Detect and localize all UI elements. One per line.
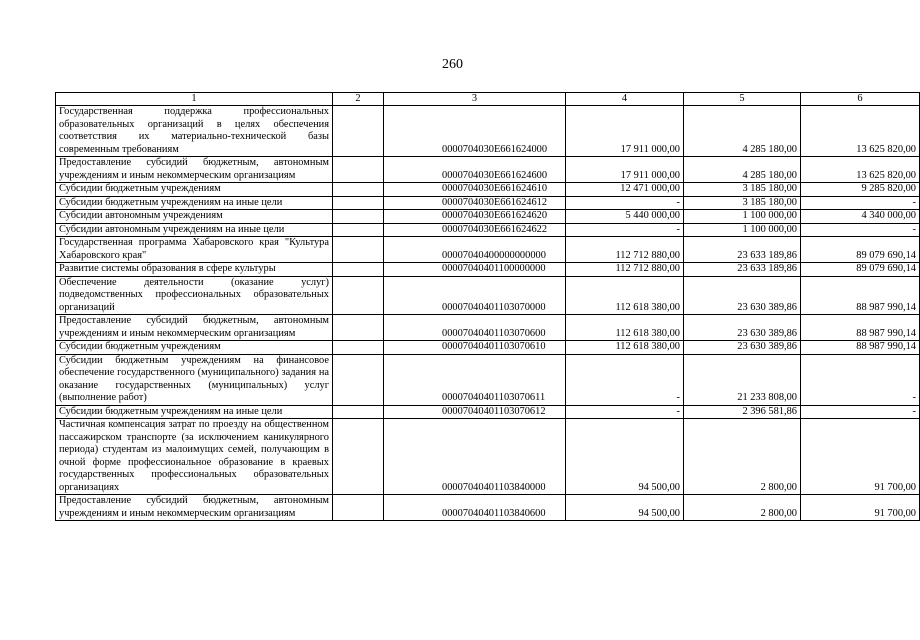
row-value-6: 88 987 990,14 [801,341,920,355]
row-value-4: 94 500,00 [566,495,684,521]
row-value-6: 4 340 000,00 [801,210,920,224]
row-code: 0000704030Е661624620 [384,210,566,224]
row-value-5: 1 100 000,00 [684,223,801,237]
row-value-6: 91 700,00 [801,419,920,495]
row-value-6: 13 625 820,00 [801,157,920,183]
row-value-5: 23 633 189,86 [684,237,801,263]
table-row [56,106,920,157]
row-name: Субсидии бюджетным учреждениям на иные цели [56,405,333,419]
row-value-4: - [566,223,684,237]
row-name: Частичная компенсация затрат по проезду на общественном пассажирском транспорте (за исключением каникулярного периода) студентам из малоимущих семей, получающим в очной форме профессиональное образование в краевых государственных профессиональных образовательных организациях [56,419,333,495]
row-code: 0000704030Е661624622 [384,223,566,237]
row-name: Субсидии бюджетным учреждениям [56,341,333,355]
table-row [56,157,920,183]
row-name: Развитие системы образования в сфере культуры [56,263,333,277]
table-row [56,237,920,263]
row-name: Субсидии бюджетным учреждениям на финансовое обеспечение государственного (муниципального) задания на оказание государственных (муниципальных) услуг (выполнение работ) [56,354,333,405]
column-header-5: 5 [684,93,801,106]
table-row [56,419,920,495]
row-value-5: 2 800,00 [684,495,801,521]
row-value-4: 112 712 880,00 [566,263,684,277]
row-code: 00007040401103070600 [384,315,566,341]
budget-table [55,92,920,521]
row-value-6: 88 987 990,14 [801,276,920,315]
row-value-5: 21 233 808,00 [684,354,801,405]
row-name: Государственная поддержка профессиональных образовательных организаций в целях обеспечения соответствия их материально-технической базы современным требованиям [56,106,333,157]
row-name: Предоставление субсидий бюджетным, автономным учреждениям и иным некоммерческим организациям [56,315,333,341]
row-value-4: 112 618 380,00 [566,315,684,341]
row-value-5: 23 633 189,86 [684,263,801,277]
row-col2 [333,276,384,315]
row-value-4: 112 712 880,00 [566,237,684,263]
row-value-5: 3 185 180,00 [684,183,801,197]
row-value-4: 112 618 380,00 [566,276,684,315]
table-row [56,263,920,277]
row-value-5: 3 185 180,00 [684,196,801,210]
row-col2 [333,157,384,183]
column-header-2: 2 [333,93,384,106]
row-col2 [333,315,384,341]
row-code: 00007040401103840600 [384,495,566,521]
table-row [56,210,920,224]
row-name: Государственная программа Хабаровского края "Культура Хабаровского края" [56,237,333,263]
column-header-1: 1 [56,93,333,106]
row-code: 00007040401103070610 [384,341,566,355]
row-col2 [333,405,384,419]
row-value-5: 2 800,00 [684,419,801,495]
row-value-6: 89 079 690,14 [801,237,920,263]
table-row [56,405,920,419]
row-col2 [333,196,384,210]
row-code: 0000704030Е661624000 [384,106,566,157]
table-row [56,354,920,405]
row-value-4: 112 618 380,00 [566,341,684,355]
row-value-4: - [566,196,684,210]
row-value-5: 4 285 180,00 [684,106,801,157]
table-header-row [56,93,920,106]
row-value-5: 4 285 180,00 [684,157,801,183]
page-number: 260 [442,57,463,72]
row-value-6: - [801,196,920,210]
row-value-6: 13 625 820,00 [801,106,920,157]
row-code: 00007040401103070612 [384,405,566,419]
row-col2 [333,495,384,521]
row-value-5: 2 396 581,86 [684,405,801,419]
row-code: 00007040401103070611 [384,354,566,405]
row-col2 [333,237,384,263]
table-row [56,315,920,341]
table-row [56,183,920,197]
row-value-5: 1 100 000,00 [684,210,801,224]
row-value-5: 23 630 389,86 [684,315,801,341]
row-code: 0000704030Е661624612 [384,196,566,210]
row-value-4: 5 440 000,00 [566,210,684,224]
table-row [56,223,920,237]
table-row [56,276,920,315]
row-value-5: 23 630 389,86 [684,276,801,315]
row-value-4: 12 471 000,00 [566,183,684,197]
column-header-3: 3 [384,93,566,106]
row-value-4: 17 911 000,00 [566,106,684,157]
row-code: 00007040401103840000 [384,419,566,495]
row-value-4: - [566,354,684,405]
row-name: Предоставление субсидий бюджетным, автономным учреждениям и иным некоммерческим организациям [56,157,333,183]
row-value-6: 89 079 690,14 [801,263,920,277]
row-name: Субсидии автономным учреждениям [56,210,333,224]
row-name: Субсидии бюджетным учреждениям на иные цели [56,196,333,210]
row-value-4: 17 911 000,00 [566,157,684,183]
row-value-6: - [801,405,920,419]
table-row [56,495,920,521]
row-name: Субсидии автономным учреждениям на иные цели [56,223,333,237]
row-value-5: 23 630 389,86 [684,341,801,355]
row-col2 [333,106,384,157]
row-value-4: - [566,405,684,419]
row-value-6: 88 987 990,14 [801,315,920,341]
row-value-6: 9 285 820,00 [801,183,920,197]
table-row [56,341,920,355]
column-header-4: 4 [566,93,684,106]
row-col2 [333,223,384,237]
row-name: Обеспечение деятельности (оказание услуг) подведомственных профессиональных образовательных организаций [56,276,333,315]
row-col2 [333,341,384,355]
row-name: Субсидии бюджетным учреждениям [56,183,333,197]
row-col2 [333,210,384,224]
row-value-6: - [801,223,920,237]
row-code: 0000704030Е661624600 [384,157,566,183]
row-name: Предоставление субсидий бюджетным, автономным учреждениям и иным некоммерческим организациям [56,495,333,521]
row-col2 [333,263,384,277]
row-col2 [333,354,384,405]
row-code: 00007040401100000000 [384,263,566,277]
column-header-6: 6 [801,93,920,106]
row-value-6: 91 700,00 [801,495,920,521]
row-col2 [333,419,384,495]
row-code: 00007040400000000000 [384,237,566,263]
row-value-6: - [801,354,920,405]
row-value-4: 94 500,00 [566,419,684,495]
row-code: 0000704030Е661624610 [384,183,566,197]
row-code: 00007040401103070000 [384,276,566,315]
table-row [56,196,920,210]
row-col2 [333,183,384,197]
